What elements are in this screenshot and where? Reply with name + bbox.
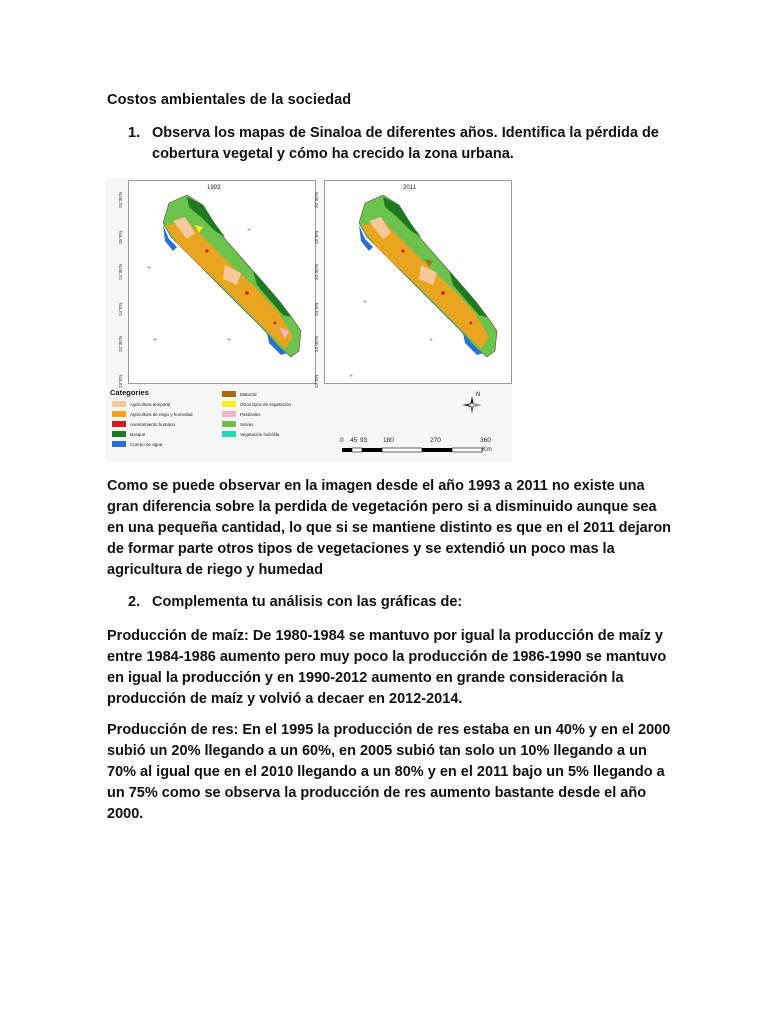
legend-swatch xyxy=(222,391,236,397)
urban-area xyxy=(441,291,445,295)
grid-cross: + xyxy=(247,265,252,272)
scale-label: 180 xyxy=(383,437,394,444)
grid-cross: + xyxy=(363,299,368,306)
latitude-label: 24°30'N xyxy=(118,264,123,280)
urban-area xyxy=(205,249,208,252)
question-1-text: Observa los mapas de Sinaloa de diferentes años. Identifica la pérdida de cobertura vegetal y cómo ha crecido la zona urbana. xyxy=(152,125,659,162)
grid-cross: + xyxy=(147,265,152,272)
legend-item xyxy=(222,391,257,397)
agriculture-irrigated-area xyxy=(165,223,293,349)
legend-item xyxy=(222,401,291,407)
legend-label: Pastizales xyxy=(240,411,261,417)
question-1-number: 1. xyxy=(128,125,141,141)
latitude-label: 23°30'N xyxy=(314,336,319,352)
paragraph-map-analysis: Como se puede observar en la imagen desde el año 1993 a 2011 no existe una gran diferencia sobre la perdida de vegetación pero si a disminuido aunque sea en una pequeña cantidad, lo que si se mantiene distinto es que en el 2011 dejaron de formar parte otros tipos de vegetaciones y se extendió un poco mas la agricultura de riego y humedad xyxy=(107,478,672,578)
latitude-label: 24°0'N xyxy=(314,302,319,316)
latitude-label: 23°30'N xyxy=(118,336,123,352)
question-1 xyxy=(128,123,702,165)
legend-swatch xyxy=(112,411,126,417)
scale-label: 0 xyxy=(340,437,344,444)
question-2-text: Complementa tu análisis con las gráficas de: xyxy=(152,594,463,610)
agriculture-irrigated-area xyxy=(361,223,489,349)
legend-label: Otros tipos de vegetación xyxy=(240,401,292,407)
urban-area xyxy=(401,249,404,252)
latitude-label: 25°30'N xyxy=(314,192,319,208)
legend-swatch xyxy=(112,431,126,437)
scale-label: 270 xyxy=(430,437,441,444)
legend-item xyxy=(112,431,145,437)
urban-area xyxy=(245,291,249,295)
legend-item xyxy=(222,421,254,427)
legend-item xyxy=(112,441,162,447)
legend-title: Categories xyxy=(110,388,149,397)
legend-item xyxy=(112,401,170,407)
legend-swatch xyxy=(112,421,126,427)
legend-label: Selvas xyxy=(240,421,254,427)
urban-area xyxy=(470,322,473,325)
grid-cross: + xyxy=(227,337,232,344)
latitude-label: 24°30'N xyxy=(314,264,319,280)
scale-bar xyxy=(342,447,492,455)
north-arrow-icon xyxy=(458,390,486,420)
scale-label: 45 xyxy=(350,437,358,444)
question-2-number: 2. xyxy=(128,594,141,610)
sinaloa-maps-figure xyxy=(106,178,512,462)
legend-label: Agricultura temporal xyxy=(130,401,171,407)
north-label: N xyxy=(476,392,481,398)
legend-item xyxy=(112,421,175,427)
legend-label: Agricultura de riego y humedad xyxy=(130,411,193,417)
grid-cross: + xyxy=(429,337,434,344)
latitude-label: 25°0'N xyxy=(118,230,123,244)
grid-cross: + xyxy=(349,373,354,380)
latitude-label: 23°0'N xyxy=(118,374,123,388)
grid-cross: + xyxy=(247,227,252,234)
legend-label: Cuerpo de agua xyxy=(130,441,163,447)
map-1993-year: 1993 xyxy=(207,185,221,191)
question-2 xyxy=(128,592,702,613)
page-title: Costos ambientales de la sociedad xyxy=(107,92,352,108)
legend-swatch xyxy=(112,441,126,447)
legend-label: Asentamiento humano xyxy=(130,421,176,427)
legend-swatch xyxy=(222,431,236,437)
legend-swatch xyxy=(222,421,236,427)
legend-swatch xyxy=(222,411,236,417)
scale-unit: Km xyxy=(482,446,492,453)
latitude-label: 23°0'N xyxy=(314,374,319,388)
map-1993 xyxy=(128,180,316,384)
map-2011-year: 2011 xyxy=(403,185,416,191)
scale-label: 360 xyxy=(480,437,491,444)
urban-area xyxy=(274,322,277,325)
legend-swatch xyxy=(112,401,126,407)
latitude-label: 24°0'N xyxy=(118,302,123,316)
legend-item xyxy=(112,411,193,417)
map-2011 xyxy=(324,180,512,384)
legend-item xyxy=(222,431,279,437)
legend-label: Bosque xyxy=(130,431,146,437)
legend-label: Matorral xyxy=(240,391,257,397)
scale-label: 93 xyxy=(360,437,368,444)
latitude-label: 25°0'N xyxy=(314,230,319,244)
grid-cross: + xyxy=(153,337,158,344)
legend-swatch xyxy=(222,401,236,407)
paragraph-corn-production: Producción de maíz: De 1980-1984 se mantuvo por igual la producción de maíz y entre 1984-1986 aumento pero muy poco la producción de 1986-1990 se mantuvo en igual la producción y en 1990-2012 aumento en grande consideración la producción de maíz y volvió a decaer en 2012-2014. xyxy=(107,628,667,707)
map-1993-drawing xyxy=(129,181,315,383)
latitude-label: 25°30'N xyxy=(118,192,123,208)
map-2011-drawing xyxy=(325,181,511,383)
legend-label: Vegetación hidrófila xyxy=(240,431,280,437)
legend-item xyxy=(222,411,261,417)
paragraph-beef-production: Producción de res: En el 1995 la producción de res estaba en un 40% y en el 2000 subió un 20% llegando a un 60%, en 2005 subió tan solo un 10% llegando a un 70% al igual que en el 2010 llegando a un 80% y en el 2011 bajo un 5% llegando a un 75% como se observa la producción de res aumento bastante desde el año 2000. xyxy=(107,722,671,822)
